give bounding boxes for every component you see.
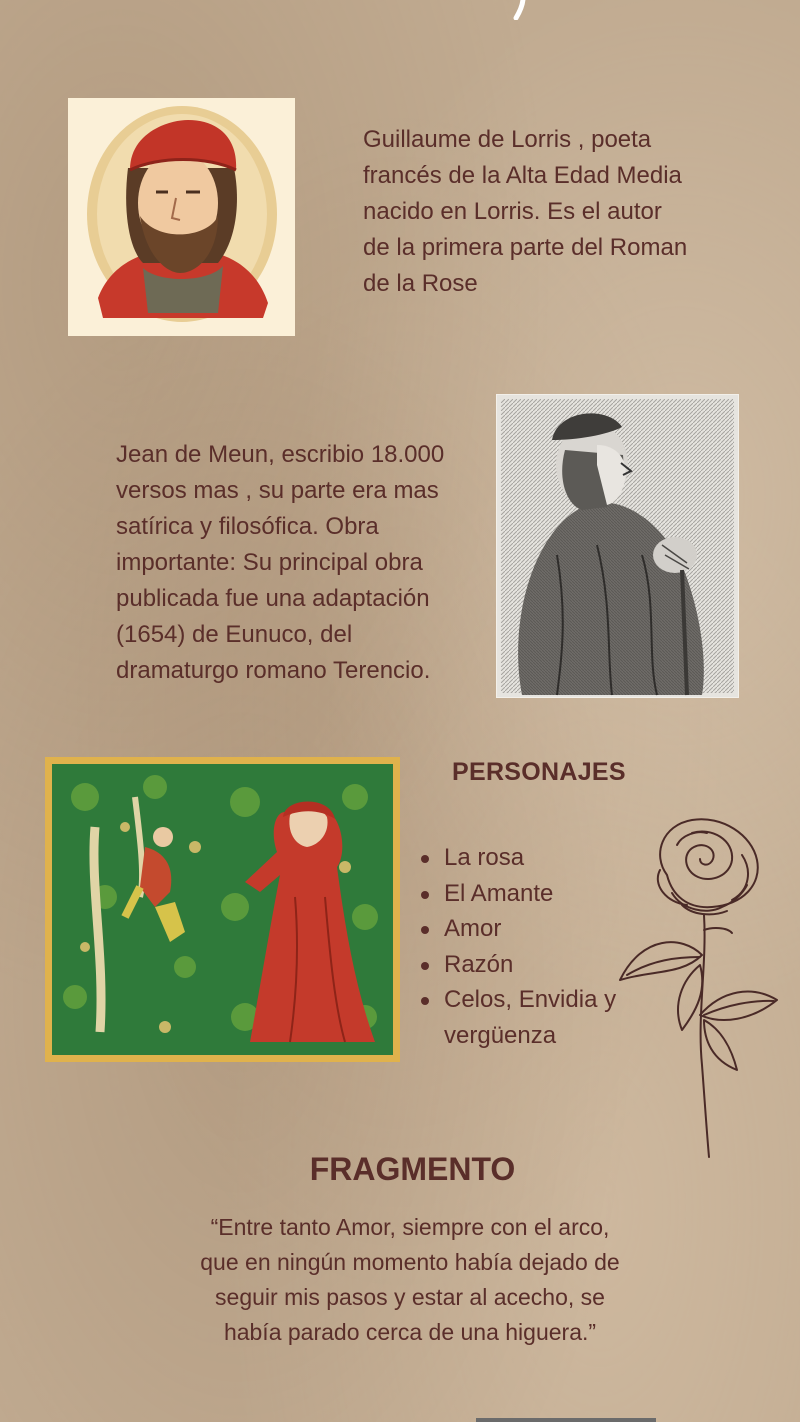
roman-de-la-rose-illustration	[45, 757, 400, 1062]
personajes-heading: PERSONAJES	[452, 758, 626, 786]
personajes-list	[418, 840, 624, 1053]
guillaume-description: Guillaume de Lorris , poeta francés de la Alta Edad Media nacido en Lorris. Es el autor de la primera parte del Roman de la Rose	[363, 126, 688, 297]
title-script-fragment	[500, 0, 540, 20]
bottom-divider	[476, 1418, 656, 1422]
fragment-quote: “Entre tanto Amor, siempre con el arco, que en ningún momento había dejado de seguir mis pasos y estar al acecho, se había parado cerca de una higuera.”	[200, 1214, 620, 1345]
jean-portrait	[496, 394, 739, 698]
fragmento-heading: FRAGMENTO	[309, 1151, 516, 1187]
jean-description: Jean de Meun, escribio 18.000 versos mas , su parte era mas satírica y filosófica. Obra importante: Su principal obra publicada fue una adaptación (1654) de Eunuco, del dramaturgo romano Terencio.	[116, 441, 445, 684]
list-item: La rosa	[418, 840, 624, 876]
list-item: Amor	[418, 911, 624, 947]
list-item: Celos, Envidia y vergüenza	[418, 982, 624, 1053]
rose-line-drawing-icon	[612, 815, 782, 1160]
list-item: Razón	[418, 947, 624, 983]
list-item: El Amante	[418, 876, 624, 912]
guillaume-portrait	[68, 98, 295, 336]
